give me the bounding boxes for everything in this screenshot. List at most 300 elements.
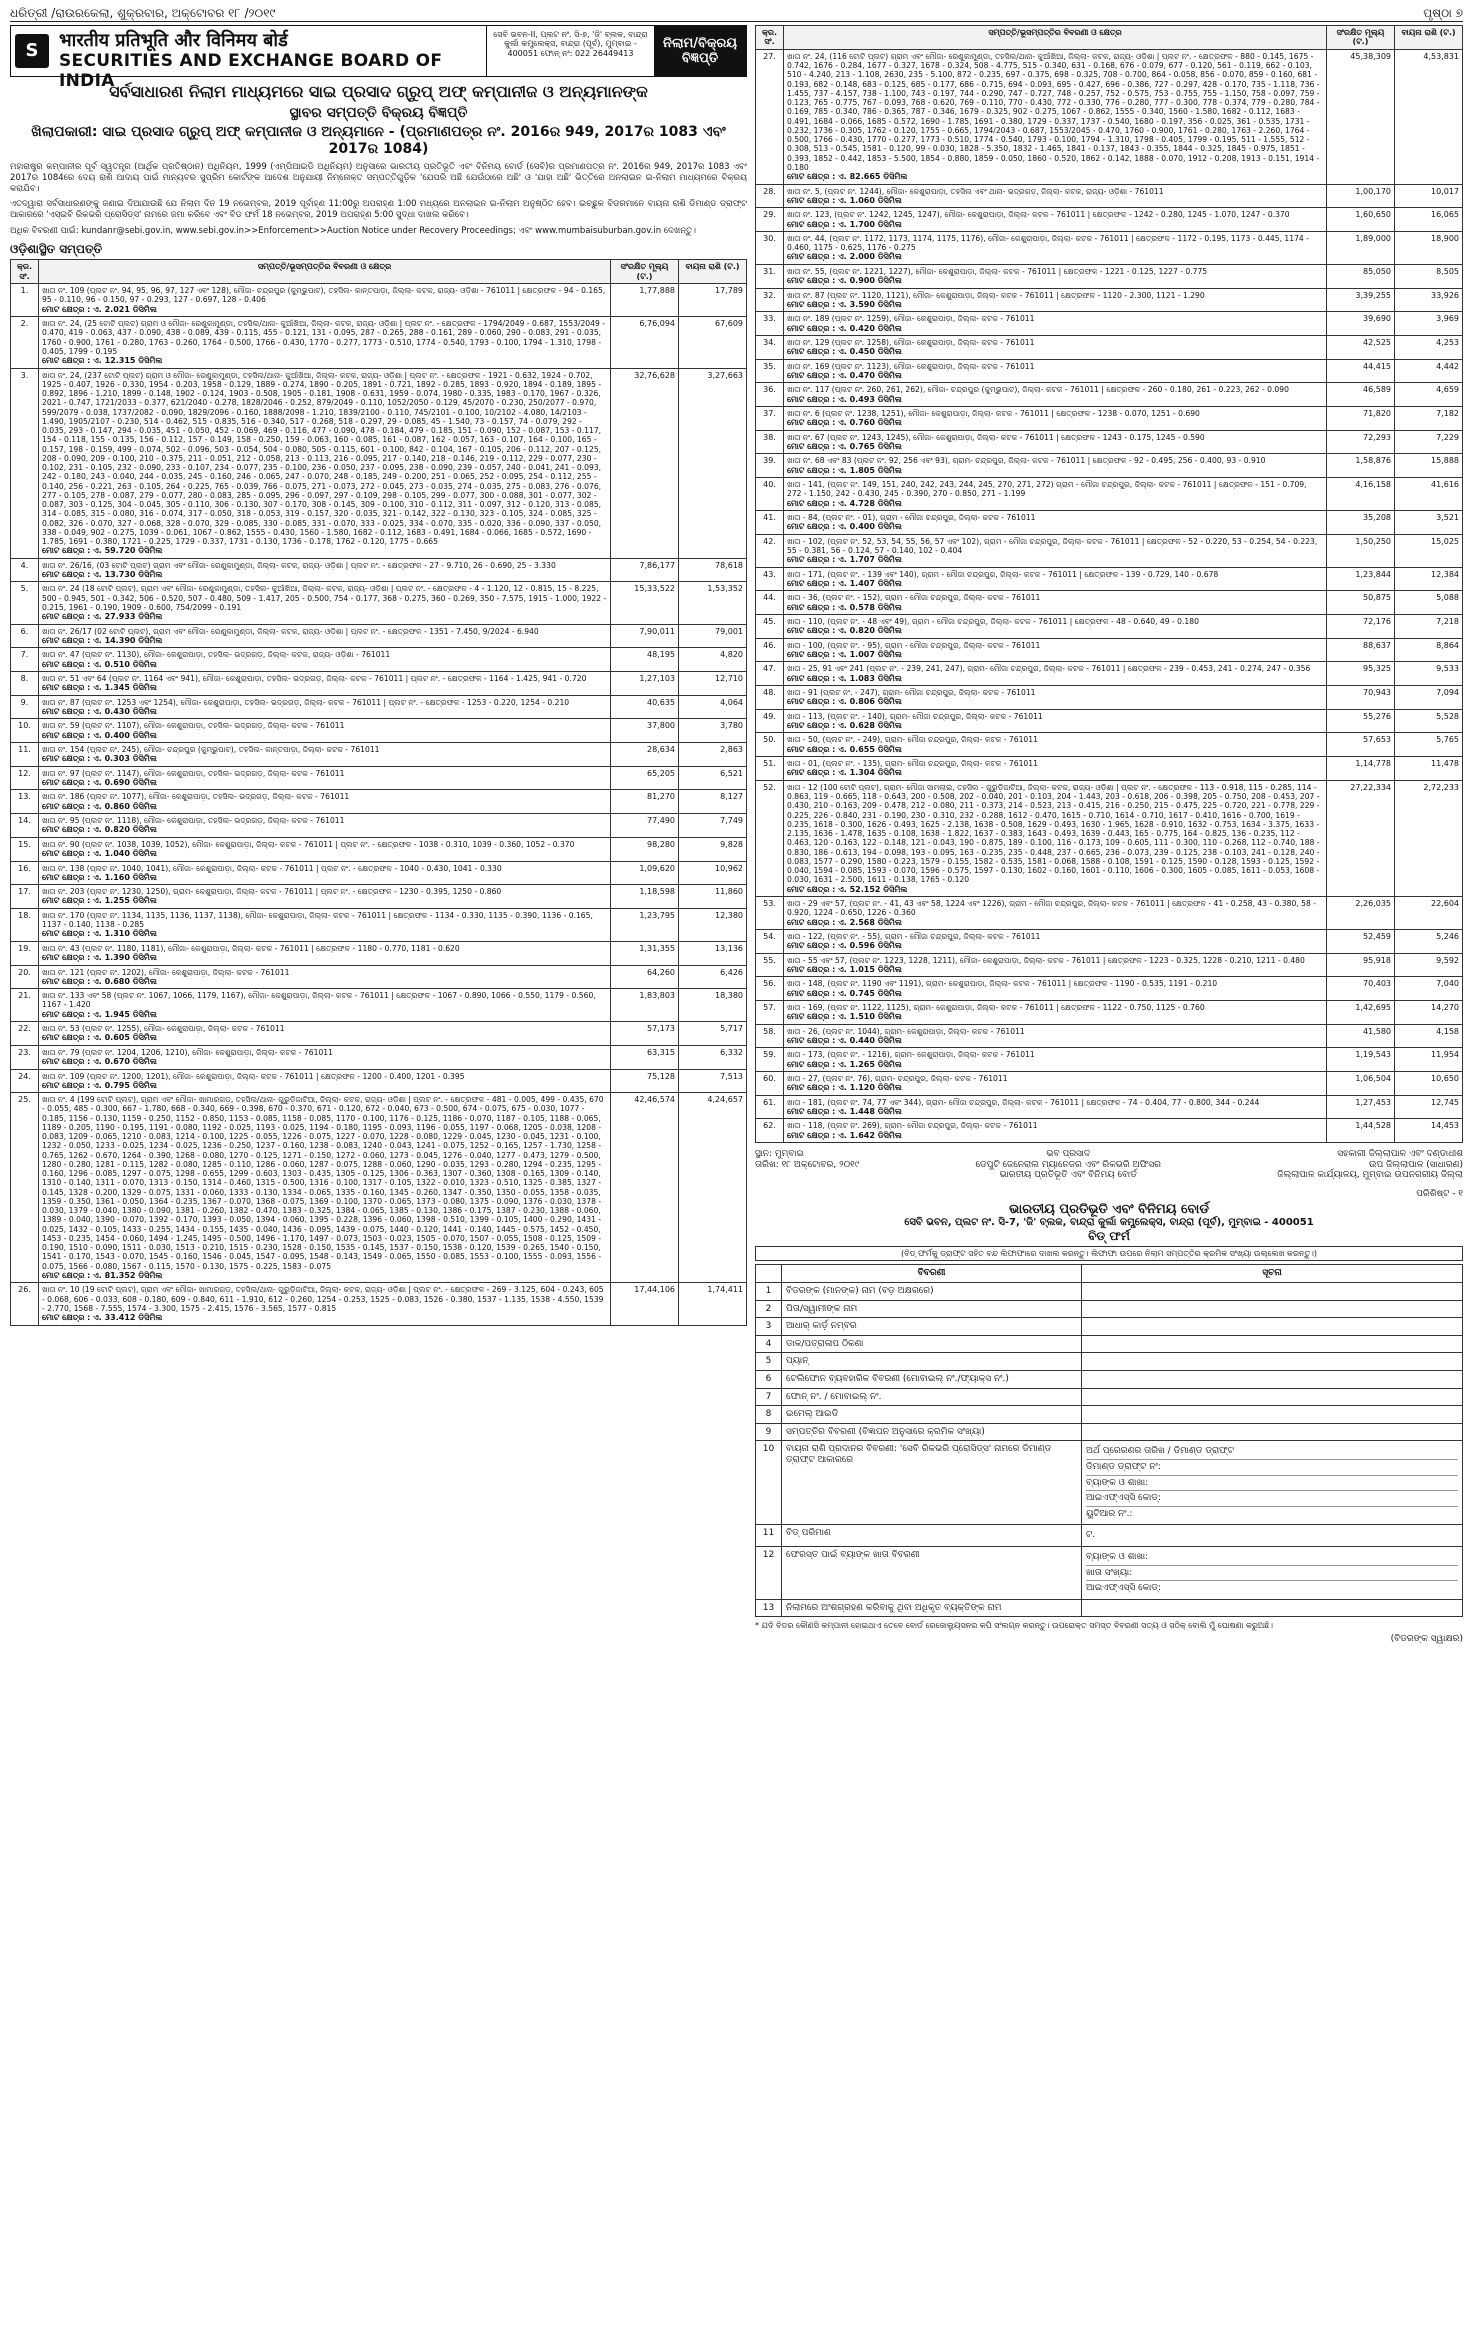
bid-field-input[interactable] — [1082, 1525, 1463, 1547]
bid-col-sn — [756, 1265, 782, 1283]
bid-form-table — [755, 1264, 1463, 1617]
notice-title: ସର୍ବସାଧାରଣ ନିଲାମ ମାଧ୍ୟମରେ ସାଇ ପ୍ରସାଦ ଗ୍ରୁପ୍ ଅଫ୍ କମ୍ପାନୀଜ ଓ ଅନ୍ୟମାନଙ୍କ — [109, 82, 648, 101]
bid-row-label: ନିଲାମରେ ଅଂଶଗ୍ରହଣ କରିବାକୁ ଥିବା ଅଧିକୃତ ବ୍ୟକ୍ତିଙ୍କ ନାମ — [782, 1599, 1082, 1617]
bid-subfield[interactable]: ଆଇଏଫ୍‌ଏସ୍‌ସି କୋଡ୍: — [1086, 1491, 1458, 1507]
total-area: ମୋଟ କ୍ଷେତ୍ର : ଏ. 0.680 ଡିସିମିଲ — [42, 976, 157, 986]
earnest-money: 10,650 — [1395, 1072, 1463, 1096]
earnest-money: 9,533 — [1395, 662, 1463, 686]
row-serial: 12. — [11, 766, 39, 790]
row-description — [784, 383, 1327, 407]
row-description — [784, 312, 1327, 336]
reserve-price: 1,19,543 — [1327, 1048, 1395, 1072]
row-description — [784, 929, 1327, 953]
table-row — [11, 908, 747, 941]
table-row — [756, 591, 1463, 615]
bid-subfield[interactable]: ଟ. — [1086, 1530, 1096, 1541]
row-description — [39, 989, 611, 1022]
left-table-body — [11, 284, 747, 1325]
total-area: ମୋଟ କ୍ଷେତ୍ର : ଏ. 0.806 ଡିସିମିଲ — [787, 697, 902, 707]
row-description — [784, 430, 1327, 454]
property-description: ଖାତା ନଂ. 189 (ପ୍ଲଟ ନଂ. 1259), ମୌଜା- କେଶୁରାପାଡ଼ା, ଜିଲ୍ଲା- କଟକ - 761011 — [787, 314, 1035, 324]
row-description — [39, 861, 611, 885]
row-description — [39, 965, 611, 989]
reserve-price: 72,293 — [1327, 430, 1395, 454]
row-serial: 53. — [756, 897, 784, 930]
reserve-price: 15,33,522 — [611, 582, 679, 624]
row-serial: 60. — [756, 1072, 784, 1096]
total-area: ମୋଟ କ୍ଷେତ୍ର : ଏ. 1.060 ଡିସିମିଲ — [787, 195, 902, 205]
bid-row-serial: 3 — [756, 1318, 782, 1336]
reserve-price: 50,875 — [1327, 591, 1395, 615]
table-row — [756, 1072, 1463, 1096]
row-description — [784, 1024, 1327, 1048]
table-row — [756, 1095, 1463, 1119]
row-serial: 40. — [756, 478, 784, 511]
earnest-money: 79,001 — [679, 624, 747, 648]
table-row — [756, 686, 1463, 710]
collector-office: ଜିଲ୍ଲାପାଳ କାର୍ଯ୍ୟାଳୟ, ମୁମ୍ବାଇ ଉପନଗରୀୟ ଜିଲ୍ଲା — [1277, 1170, 1463, 1181]
bid-subfield[interactable]: ଖାତା ସଂଖ୍ୟା: — [1086, 1566, 1458, 1582]
earnest-money: 8,864 — [1395, 638, 1463, 662]
reserve-price: 75,128 — [611, 1069, 679, 1093]
row-serial: 27. — [756, 49, 784, 184]
property-description: ଖାତା - 36, (ପ୍ଲଟ ନଂ. - 152), ଗ୍ରାମ - ମୌଜା ଚନ୍ଦ୍ରପୁର, ଜିଲ୍ଲା- କଟକ - 761011 — [787, 593, 1041, 603]
earnest-money: 2,72,233 — [1395, 780, 1463, 896]
reserve-price: 55,276 — [1327, 709, 1395, 733]
row-description — [39, 284, 611, 317]
earnest-money: 7,749 — [679, 814, 747, 838]
earnest-money: 11,860 — [679, 885, 747, 909]
reserve-price: 1,44,528 — [1327, 1119, 1395, 1143]
total-area: ମୋଟ କ୍ଷେତ୍ର : ଏ. 0.303 ଡିସିମିଲ — [42, 754, 157, 764]
bid-subfield[interactable]: ୟୁଟିଆର ନଂ.: — [1086, 1508, 1133, 1519]
row-serial: 26. — [11, 1283, 39, 1325]
reserve-price: 46,589 — [1327, 383, 1395, 407]
row-description — [784, 897, 1327, 930]
bid-form-row — [756, 1318, 1463, 1336]
notice-paragraph-1: ମହାରାଷ୍ଟ୍ର କମ୍ପାନୀର ପୂର୍ବ ସ୍ୱତନ୍ତ୍ର (ଆର୍ଥିକ ପ୍ରତିଷ୍ଠାନ) ଅଧିନିୟମ, 1999 (ଏମ୍‌ପିଆଇଡି ଅଧିନିୟମ) ଅନୁସାରେ ଭାରତୀୟ ପ୍ରତିଭୂତି ଏବଂ ବିନିମୟ ବୋର୍ଡ (ସେବି)ର ପ୍ରମାଣପତ୍ର ନଂ. 2016ର 949, 2017ର 1083 ଏବଂ 2017ର 1084ରେ ଦେୟ ରାଶି ଆଦାୟ ପାଇଁ ମାନ୍ୟବର ସୁପ୍ରିମ କୋର୍ଟଙ୍କ ଆଦେଶ ଅନୁଯାୟୀ ନିମ୍ନୋକ୍ତ ସମ୍ପତ୍ତିଗୁଡ଼ିକ 'ଯେପରି ଅଛି ଯେଉଁଠାରେ ଅଛି' ଓ 'ଯାହା ଅଛି' ଭିତ୍ତିରେ ଅନଲାଇନ ଇ-ନିଲାମ ମାଧ୍ୟମରେ ବିକ୍ରୟ କରାଯିବ। — [10, 162, 747, 194]
reserve-price: 3,39,255 — [1327, 288, 1395, 312]
total-area: ମୋଟ କ୍ଷେତ୍ର : ଏ. 0.578 ଡିସିମିଲ — [787, 602, 902, 612]
row-serial: 11. — [11, 743, 39, 767]
bid-field-input[interactable] — [1082, 1318, 1463, 1336]
row-serial: 33. — [756, 312, 784, 336]
table-row — [11, 582, 747, 624]
earnest-money: 6,332 — [679, 1045, 747, 1069]
property-description: ଖାତା - 171, (ପ୍ଲଟ ନଂ. - 139 ଏବଂ 140), ଗ୍ରାମ - ମୌଜା ଚନ୍ଦ୍ରପୁର, ଜିଲ୍ଲା- କଟକ - 761011 | କ୍ଷେତ୍ରଫଳ - 139 - 0.729, 140 - 0.678 — [787, 569, 1219, 579]
total-area: ମୋଟ କ୍ଷେତ୍ର : ଏ. 0.420 ଡିସିମିଲ — [787, 323, 902, 333]
bid-field-input[interactable] — [1082, 1388, 1463, 1406]
header-address: ସେବି ଭବନ-II, ପ୍ଲଟ ନଂ. ସି-୭, 'ଜି' ବ୍ଲକ, ବାନ୍ଦ୍ରା କୁର୍ଲା କମ୍ପ୍ଲେକ୍ସ, ବାନ୍ଦ୍ରା (ପୂର୍ବ), ମୁମ୍ବାଇ - 400051 ଫୋନ୍ ନଂ: 022 26449413 — [486, 26, 654, 76]
bid-row-label: ଡାକ/ପତ୍ରାଳାପ ଠିକଣା — [782, 1335, 1082, 1353]
notice-paragraph-3: ଅଧିକ ବିବରଣୀ ପାଇଁ: kundanr@sebi.gov.in, www.sebi.gov.in>>Enforcement>>Auction Notice under Recovery Proceedings; ଏବଂ www.mumbaisuburban.gov.in ଦେଖନ୍ତୁ। — [10, 225, 696, 236]
row-serial: 48. — [756, 686, 784, 710]
property-description: ଖାତା ନଂ. 121 (ପ୍ଲଟ ନଂ. 1202), ମୌଜା- କେଶୁରାପାଡ଼ା, ଜିଲ୍ଲା- କଟକ - 761011 — [42, 967, 290, 977]
total-area: ମୋଟ କ୍ଷେତ୍ର : ଏ. 4.728 ଡିସିମିଲ — [787, 498, 902, 508]
officer-org: ଭାରତୀୟ ପ୍ରତିଭୂତି ଏବଂ ବିନିମୟ ବୋର୍ଡ — [999, 1170, 1137, 1181]
row-serial: 32. — [756, 288, 784, 312]
row-serial: 14. — [11, 814, 39, 838]
earnest-money: 4,158 — [1395, 1024, 1463, 1048]
table-row — [11, 1283, 747, 1325]
bid-field-input[interactable] — [1082, 1300, 1463, 1318]
bid-row-serial: 7 — [756, 1388, 782, 1406]
earnest-money: 22,604 — [1395, 897, 1463, 930]
row-serial: 31. — [756, 264, 784, 288]
table-row — [11, 317, 747, 368]
signature-block — [755, 1149, 1463, 1181]
row-serial: 3. — [11, 368, 39, 558]
row-serial: 54. — [756, 929, 784, 953]
row-serial: 10. — [11, 719, 39, 743]
table-row — [756, 335, 1463, 359]
total-area: ମୋଟ କ୍ଷେତ୍ର : ଏ. 0.400 ଡିସିମିଲ — [42, 730, 157, 740]
row-description — [39, 766, 611, 790]
property-description: ଖାତା ନଂ. 24, (25 ଟୋଟି ପ୍ଲଟ) ଗ୍ରାମ ଓ ମୌଜା- ରେଣୁକାମୁଣ୍ଡା, ତହସିଲ/ଥାନା- କୁଆଁଖିଆ, ଜିଲ୍ଲା- କଟକ, ରାଜ୍ୟ- ଓଡ଼ିଶା | ପ୍ଲଟ ନଂ. - କ୍ଷେତ୍ରଫଳ - 1794/2049 - 0.687, 1553/2049 - 0.470, 419 - 0.063, 437 - 0.090, 438 - 0.089, 439 - 0.115, 455 - 0.121, 131 - 0.095, 287 - 0.265, 288 - 0.161, 289 - 0.060, 290 - 0.083, 291 - 0.035, 1760 - 0.900, 1761 - 0.280, 1763 - 0.260, 1764 - 0.500, 1766 - 0.430, 1770 - 0.277, 1773 - 0.510, 1774 - 0.540, 1793 - 0.100, 1794 - 1.310, 1798 - 0.405, 1799 - 0.195 — [42, 319, 605, 356]
reserve-price: 1,23,795 — [611, 908, 679, 941]
bid-form-row — [756, 1388, 1463, 1406]
notice-defaulter: ଖିଲାପକାରୀ: ସାଇ ପ୍ରସାଦ ଗ୍ରୁପ୍ ଅଫ୍ କମ୍ପାନୀଜ ଓ ଅନ୍ୟମାନେ - (ପ୍ରମାଣପତ୍ର ନଂ. 2016ର 949, 2017ର 1083 ଏବଂ 2017ର 1084) — [31, 124, 726, 157]
table-row — [756, 208, 1463, 232]
reserve-price: 37,800 — [611, 719, 679, 743]
earnest-money: 7,182 — [1395, 407, 1463, 431]
total-area: ମୋଟ କ୍ଷେତ୍ର : ଏ. 27.933 ଡିସିମିଲ — [42, 612, 163, 622]
earnest-money: 4,820 — [679, 648, 747, 672]
annexure-label: ପରିଶିଷ୍ଟ - ୧ — [1416, 1188, 1463, 1199]
total-area: ମୋଟ କ୍ଷେତ୍ର : ଏ. 52.152 ଡିସିମିଲ — [787, 884, 908, 894]
officer-designation: ଡେପୁଟି ଜେନେରାଲ ମ୍ୟାନେଜର ଏବଂ ରିକଭରି ଅଫିସର — [975, 1159, 1161, 1170]
table-row — [11, 719, 747, 743]
reserve-price: 27,22,334 — [1327, 780, 1395, 896]
total-area: ମୋଟ କ୍ଷେତ୍ର : ଏ. 14.390 ଡିସିମିଲ — [42, 635, 163, 645]
page-number: ପୃଷ୍ଠା ୭ — [1423, 6, 1463, 20]
bid-field-input[interactable] — [1082, 1599, 1463, 1617]
row-description — [784, 478, 1327, 511]
table-row — [756, 454, 1463, 478]
property-description: ଖାତା - 113, (ପ୍ଲଟ ନଂ. - 140), ଗ୍ରାମ- ମୌଜା ଚନ୍ଦ୍ରପୁର, ଜିଲ୍ଲା- କଟକ - 761011 — [787, 711, 1043, 721]
bid-field-input[interactable] — [1082, 1282, 1463, 1300]
property-description: ଖାତା ନଂ. 24, (116 ଟୋଟି ପ୍ଲଟ) ଗ୍ରାମ ଏବଂ ମୌଜା- ରେଣୁକାମୁଣ୍ଡା, ତହସିଲ/ଥାନା- କୁଆଁଖିଆ, ଜିଲ୍ଲା- କଟକ, ରାଜ୍ୟ- ଓଡ଼ିଶା | ପ୍ଲଟ ନଂ. - କ୍ଷେତ୍ରଫଳ - 880 - 0.145, 1675 - 0.742, 1676 - 0.284, 1677 - 0.327, 1678 - 0.324, 508 - 4.775, 515 - 0.340, 631 - 0.168, 676 - 0.079, 677 - 0.120, 561 - 0.119, 662 - 0.103, 510 - 4.240, 213 - 1.108, 2630, 235 - 5.100, 872 - 0.235, 697 - 0.375, 698 - 0.325, 708 - 0.700, 864 - 0.058, 856 - 0.070, 859 - 0.160, 681 - 0.193, 682 - 0.148, 683 - 0.125, 685 - 0.177, 686 - 0.715, 694 - 0.093, 695 - 0.427, 696 - 0.386, 727 - 0.297, 428 - 0.170, 735 - 1.118, 736 - 1.455, 737 - 4.157, 738 - 1.100, 743 - 0.197, 744 - 0.290, 747 - 0.727, 748 - 0.257, 752 - 0.575, 753 - 0.755, 755 - 1.150, 758 - 0.097, 759 - 0.123, 765 - 0.775, 767 - 0.093, 768 - 0.620, 769 - 0.110, 770 - 0.430, 772 - 0.330, 776 - 0.280, 777 - 0.300, 778 - 0.374, 779 - 0.280, 784 - 0.169, 785 - 0.340, 786 - 0.365, 787 - 0.346, 1679 - 0.325, 902 - 0.275, 1067 - 0.862, 1555 - 0.340, 1560 - 1.580, 1682 - 0.112, 1683 - 0.491, 1684 - 0.066, 1685 - 0.572, 1690 - 1.785, 1691 - 0.380, 1729 - 0.337, 1737 - 0.540, 1680 - 0.197, 356 - 0.025, 361 - 0.535, 1731 - 0.232, 1736 - 0.305, 1762 - 0.120, 1755 - 0.665, 1794/2043 - 0.687, 1553/2045 - 0.470, 1760 - 0.900, 1761 - 0.280, 1763 - 2.260, 1764 - 0.500, 1766 - 0.430, 1770 - 0.277, 1773 - 0.510, 1774 - 0.540, 1793 - 0.100, 1794 - 1.310, 1798 - 0.405, 1799 - 0.195, 511 - 1.555, 512 - 0.308, 513 - 0.545, 1581 - 0.120, 99 - 0.030, 1828 - 5.350, 1832 - 1.465, 1841 - 0.137, 1843 - 0.355, 1844 - 0.325, 1845 - 0.975, 1851 - 0.393, 1852 - 0.442, 1853 - 5.500, 1854 - 0.880, 1859 - 0.050, 1860 - 0.520, 1862 - 0.142, 1888 - 0.070, 1912 - 0.208, 1913 - 0.151, 1914 - 0.180 — [787, 51, 1320, 172]
table-row — [756, 312, 1463, 336]
reserve-price: 1,27,453 — [1327, 1095, 1395, 1119]
reserve-price: 98,280 — [611, 837, 679, 861]
property-description: ଖାତା - 29 ଏବଂ 57, (ପ୍ଲଟ ନଂ. - 41, 43 ଏବଂ 58, 1224 ଏବଂ 1226), ଗ୍ରାମ - ମୌଜା ଚନ୍ଦ୍ରପୁର, ଜିଲ୍ଲା- କଟକ - 761011 | କ୍ଷେତ୍ରଫଳ - 41 - 0.258, 43 - 0.380, 58 - 0.920, 1224 - 0.650, 1226 - 0.360 — [787, 899, 1316, 918]
bid-field-input[interactable] — [1082, 1370, 1463, 1388]
reserve-price: 7,86,177 — [611, 558, 679, 582]
property-description: ଖାତା ନଂ. 87 (ପ୍ଲଟ ନଂ. 1253 ଏବଂ 1254), ମୌଜା- କେଶୁରାପାଡ଼ା, ତହସିଲ- ଭଦ୍ରଗଡ଼, ଜିଲ୍ଲା- କଟକ - 761011 | ପ୍ଲଟ ନଂ. - କ୍ଷେତ୍ରଫଳ - 1253 - 0.220, 1254 - 0.210 — [42, 697, 570, 707]
property-description: ଖାତା - 12 (100 ଟୋଟି ପ୍ଲଟ), ଗ୍ରାମ- ମୌଜା ସାମଲାଇ, ତହସିଲ - ଗୁରୁଡ଼ିଜାଟିଆ, ଜିଲ୍ଲା- କଟକ, ରାଜ୍ୟ- ଓଡ଼ିଶା | ପ୍ଲଟ ନଂ. - କ୍ଷେତ୍ରଫଳ - 113 - 0.918, 115 - 0.285, 114 - 0.863, 119 - 0.665, 118 - 0.643, 200 - 0.508, 202 - 0.040, 201 - 0.103, 204 - 1.443, 203 - 0.618, 206 - 0.398, 205 - 0.750, 208 - 0.453, 207 - 0.430, 210 - 0.163, 209 - 0.478, 212 - 0.080, 211 - 0.373, 214 - 0.523, 213 - 0.415, 216 - 0.250, 215 - 0.475, 225 - 0.720, 221 - 0.778, 229 - 0.225, 226 - 0.840, 231 - 0.190, 230 - 0.310, 232 - 0.288, 1612 - 0.470, 1615 - 0.710, 1614 - 0.710, 1617 - 0.410, 1616 - 0.700, 1619 - 0.235, 1618 - 0.300, 1626 - 0.493, 1625 - 2.138, 1638 - 0.508, 1629 - 0.493, 1630 - 1.965, 1628 - 0.910, 1632 - 0.753, 1634 - 3.375, 1633 - 2.135, 1636 - 1.478, 1635 - 0.108, 1638 - 1.822, 1637 - 0.383, 1643 - 0.493, 1639 - 0.443, 165 - 0.775, 164 - 0.825, 136 - 0.235, 112 - 0.463, 120 - 0.163, 122 - 0.148, 121 - 0.043, 190 - 0.875, 189 - 0.100, 116 - 0.173, 109 - 0.605, 111 - 0.300, 110 - 0.268, 112 - 0.740, 188 - 0.830, 186 - 0.613, 194 - 0.098, 193 - 0.095, 163 - 0.235, 235 - 0.448, 237 - 0.665, 236 - 0.073, 239 - 0.125, 238 - 0.103, 241 - 0.128, 240 - 0.083, 1577 - 0.290, 1580 - 0.223, 1579 - 0.155, 1582 - 0.535, 1581 - 0.068, 1588 - 0.108, 1591 - 0.125, 1590 - 0.128, 1593 - 0.125, 1592 - 0.040, 1594 - 0.085, 1593 - 0.070, 1596 - 0.575, 1597 - 0.130, 1602 - 0.160, 1601 - 0.110, 1606 - 0.300, 1605 - 0.085, 1611 - 0.053, 1608 - 0.030, 1631 - 2.500, 1611 - 0.138, 1765 - 0.120 — [787, 782, 1320, 885]
reserve-price: 72,176 — [1327, 615, 1395, 639]
table-row — [756, 184, 1463, 208]
col-description: ସମ୍ପତ୍ତି/ଭୂସମ୍ପତ୍ତିର ବିବରଣୀ ଓ କ୍ଷେତ୍ର — [39, 260, 611, 284]
bid-form-row — [756, 1547, 1463, 1600]
table-header-row — [11, 260, 747, 284]
bid-row-serial: 8 — [756, 1406, 782, 1424]
collector-signature — [1277, 1149, 1463, 1181]
total-area: ମୋଟ କ୍ଷେତ୍ର : ଏ. 0.596 ଡିସିମିଲ — [787, 941, 902, 951]
property-description: ଖାତା - 122, (ପ୍ଲଟ ନଂ. - 55), ଗ୍ରାମ - ମୌଜା ଚନ୍ଦ୍ରପୁର, ଜିଲ୍ଲା- କଟକ - 761011 — [787, 931, 1041, 941]
reserve-price: 42,46,574 — [611, 1093, 679, 1283]
row-serial: 42. — [756, 534, 784, 567]
property-description: ଖାତା ନଂ. 51 ଏବଂ 64 (ପ୍ଲଟ ନଂ. 1164 ଏବଂ 941), ମୌଜା- କେଶୁରାପାଡ଼ା, ତହସିଲ- ଭଦ୍ରଗଡ଼, ଜିଲ୍ଲା- କଟକ - 761011 | ପ୍ଲଟ ନଂ. - କ୍ଷେତ୍ରଫଳ - 1164 - 1.425, 941 - 0.720 — [42, 674, 587, 684]
property-description: ଖାତା ନଂ. 109 (ପ୍ଲଟ ନଂ. 1200, 1201), ମୌଜା- କେଶୁରାପାଡ଼ା, ଜିଲ୍ଲା- କଟକ - 761011 | କ୍ଷେତ୍ରଫଳ - 1200 - 0.400, 1201 - 0.395 — [42, 1071, 465, 1081]
property-description: ଖାତା ନଂ. 133 ଏବଂ 58 (ପ୍ଲଟ ନଂ. 1067, 1066, 1179, 1167), ମୌଜା- କେଶୁରାପାଡ଼ା, ଜିଲ୍ଲା- କଟକ - 761011 | କ୍ଷେତ୍ରଫଳ - 1067 - 0.890, 1066 - 0.550, 1179 - 0.560, 1167 - 1.420 — [42, 991, 596, 1010]
table-header-row — [756, 26, 1463, 50]
earnest-money: 10,962 — [679, 861, 747, 885]
property-description: ଖାତା ନଂ. 117 (ପ୍ଲଟ ନଂ. 260, 261, 262), ମୌଜା- ଚନ୍ଦ୍ରପୁର (କୁମ୍ଭୁପାଟ), ଜିଲ୍ଲା- କଟକ - 761011 | କ୍ଷେତ୍ରଫଳ - 260 - 0.180, 261 - 0.223, 262 - 0.090 — [787, 385, 1289, 395]
table-row — [756, 534, 1463, 567]
table-row — [11, 885, 747, 909]
property-description: ଖାତା - 25, 91 ଏବଂ 241 (ପ୍ଲଟ ନଂ. - 239, 241, 247), ଗ୍ରାମ- ମୌଜା ଚନ୍ଦ୍ରପୁର, ଜିଲ୍ଲା- କଟକ - 761011 | କ୍ଷେତ୍ରଫଳ - 239 - 0.453, 241 - 0.274, 247 - 0.356 — [787, 664, 1311, 674]
row-description — [39, 624, 611, 648]
table-row — [11, 1093, 747, 1283]
earnest-money: 1,53,352 — [679, 582, 747, 624]
earnest-money: 17,789 — [679, 284, 747, 317]
total-area: ମୋଟ କ୍ଷେତ୍ର : ଏ. 12.315 ଡିସିମିଲ — [42, 356, 163, 366]
reserve-price: 32,76,628 — [611, 368, 679, 558]
sebi-logo-icon: S — [15, 34, 49, 68]
earnest-money: 3,27,663 — [679, 368, 747, 558]
row-description — [784, 1048, 1327, 1072]
table-row — [756, 929, 1463, 953]
earnest-money: 6,521 — [679, 766, 747, 790]
table-row — [11, 861, 747, 885]
earnest-money: 7,094 — [1395, 686, 1463, 710]
bid-form-row — [756, 1423, 1463, 1441]
table-row — [11, 695, 747, 719]
row-description — [784, 709, 1327, 733]
bid-field-input[interactable] — [1082, 1353, 1463, 1371]
earnest-money: 18,380 — [679, 989, 747, 1022]
bid-field-input[interactable] — [1082, 1423, 1463, 1441]
row-serial: 1. — [11, 284, 39, 317]
reserve-price: 45,38,309 — [1327, 49, 1395, 184]
row-serial: 44. — [756, 591, 784, 615]
earnest-money: 12,745 — [1395, 1095, 1463, 1119]
reserve-price: 1,14,778 — [1327, 757, 1395, 781]
row-description — [39, 368, 611, 558]
earnest-money: 5,528 — [1395, 709, 1463, 733]
total-area: ମୋଟ କ୍ଷେତ୍ର : ଏ. 0.900 ଡିସିମିଲ — [787, 276, 902, 286]
earnest-money: 4,442 — [1395, 359, 1463, 383]
bid-row-serial: 11 — [756, 1525, 782, 1547]
table-row — [756, 638, 1463, 662]
table-row — [11, 624, 747, 648]
bid-subfield[interactable]: ଡିମାଣ୍ଡ ଡ୍ରାଫ୍ଟ ନଂ: — [1086, 1460, 1458, 1476]
bid-subfield[interactable]: ବ୍ୟାଙ୍କ ଓ ଶାଖା: — [1086, 1550, 1458, 1566]
earnest-money: 2,863 — [679, 743, 747, 767]
table-row — [756, 359, 1463, 383]
row-serial: 4. — [11, 558, 39, 582]
property-description: ଖାତା ନଂ. 24, (237 ଟୋଟି ପ୍ଲଟ) ଗ୍ରାମ ଓ ମୌଜା- ରେଣୁକାମୁଣ୍ଡା, ତହସିଲ/ଥାନା- କୁଆଁଖିଆ, ଜିଲ୍ଲା- କଟକ, ରାଜ୍ୟ- ଓଡ଼ିଶା | ପ୍ଲଟ ନଂ. - କ୍ଷେତ୍ରଫଳ - 1921 - 0.632, 1924 - 0.702, 1925 - 0.407, 1926 - 0.330, 1954 - 0.203, 1958 - 0.129, 1889 - 0.274, 1890 - 0.205, 1891 - 0.721, 1892 - 0.285, 1893 - 0.920, 1894 - 0.189, 1895 - 0.892, 1896 - 1.210, 1899 - 0.148, 1902 - 0.124, 1903 - 0.508, 1905 - 0.181, 1908 - 0.631, 1959 - 0.074, 1980 - 0.335, 1983 - 0.170, 1967 - 0.326, 2021 - 0.747, 1721/2033 - 0.377, 621/2040 - 0.278, 1828/2046 - 0.252, 879/2049 - 0.110, 1052/2050 - 0.129, 45/2070 - 0.230, 250/2077 - 0.970, 599/2079 - 0.038, 1737/2082 - 0.090, 1829/2096 - 0.160, 1888/2098 - 1.210, 1839/2100 - 0.110, 745/2101 - 0.100, 10/2102 - 4.080, 14/2103 - 1.490, 1905/2107 - 0.230, 514 - 0.462, 515 - 0.835, 516 - 0.340, 517 - 0.268, 518 - 0.297, 29 - 0.085, 45 - 1.540, 73 - 0.157, 74 - 0.079, 292 - 0.035, 293 - 0.147, 294 - 0.035, 451 - 0.050, 452 - 0.069, 469 - 0.116, 477 - 0.090, 478 - 0.184, 479 - 0.185, 151 - 0.090, 152 - 0.087, 153 - 0.117, 154 - 0.118, 155 - 0.135, 156 - 0.112, 157 - 0.149, 158 - 0.250, 159 - 0.063, 160 - 0.085, 161 - 0.087, 162 - 0.057, 163 - 0.107, 164 - 0.100, 165 - 0.157, 198 - 0.159, 499 - 0.074, 502 - 0.096, 503 - 0.054, 504 - 0.080, 505 - 0.115, 601 - 0.100, 842 - 0.104, 167 - 0.105, 206 - 0.112, 207 - 0.125, 208 - 0.090, 209 - 0.100, 210 - 0.375, 211 - 0.051, 212 - 0.058, 213 - 0.113, 216 - 0.095, 217 - 0.140, 218 - 0.146, 219 - 0.112, 229 - 0.077, 230 - 0.102, 231 - 0.105, 232 - 0.090, 233 - 0.107, 234 - 0.077, 235 - 0.100, 236 - 0.050, 237 - 0.095, 238 - 0.090, 239 - 0.057, 240 - 0.041, 241 - 0.093, 242 - 0.180, 243 - 0.040, 244 - 0.035, 245 - 0.160, 246 - 0.065, 247 - 0.070, 248 - 0.185, 249 - 0.200, 251 - 0.065, 252 - 0.095, 254 - 0.112, 255 - 0.140, 256 - 0.221, 263 - 0.105, 264 - 0.225, 765 - 0.039, 766 - 0.075, 271 - 0.073, 272 - 0.045, 273 - 0.035, 274 - 0.035, 275 - 0.083, 276 - 0.076, 277 - 0.105, 278 - 0.087, 279 - 0.077, 280 - 0.083, 285 - 0.095, 296 - 0.097, 297 - 0.109, 298 - 0.105, 299 - 0.077, 300 - 0.088, 301 - 0.077, 302 - 0.087, 303 - 0.125, 304 - 0.045, 305 - 0.110, 306 - 0.130, 307 - 0.170, 308 - 0.145, 309 - 0.100, 310 - 0.112, 311 - 0.097, 312 - 0.120, 313 - 0.085, 314 - 0.085, 315 - 0.080, 316 - 0.074, 317 - 0.050, 318 - 0.053, 319 - 0.157, 320 - 0.035, 321 - 0.142, 322 - 0.130, 323 - 0.105, 324 - 0.085, 325 - 0.082, 326 - 0.070, 327 - 0.068, 328 - 0.070, 329 - 0.085, 330 - 0.085, 331 - 0.070, 333 - 0.025, 334 - 0.070, 335 - 0.020, 336 - 0.090, 337 - 0.050, 338 - 0.049, 902 - 0.275, 1039 - 0.061, 1067 - 0.862, 1555 - 0.430, 1560 - 1.580, 1682 - 0.112, 1683 - 0.491, 1684 - 0.066, 1685 - 0.572, 1690 - 1.785, 1691 - 0.380, 1721 - 0.225, 1729 - 0.337, 1731 - 0.130, 1736 - 0.178, 1762 - 0.120, 1775 - 0.665 — [42, 370, 602, 547]
collector-designation: ଉପ ଜିଲ୍ଲାପାଳ (ସାଧାରଣ) — [1369, 1159, 1463, 1170]
table-row — [11, 743, 747, 767]
row-serial: 20. — [11, 965, 39, 989]
reserve-price: 17,44,106 — [611, 1283, 679, 1325]
col-reserve-price: ସଂରକ୍ଷିତ ମୂଲ୍ୟ (ଟ.) — [611, 260, 679, 284]
property-table-right — [755, 25, 1463, 1143]
table-row — [756, 231, 1463, 264]
earnest-money: 4,064 — [679, 695, 747, 719]
property-description: ଖାତା ନଂ. 170 (ପ୍ଲଟ ନଂ. 1134, 1135, 1136, 1137, 1138), ମୌଜା- କେଶୁରାପାଡ଼ା, ଜିଲ୍ଲା- କଟକ - 761011 | କ୍ଷେତ୍ରଫଳ - 1134 - 0.330, 1135 - 0.390, 1136 - 0.165, 1137 - 0.140, 1138 - 0.285 — [42, 910, 593, 930]
bid-form-row — [756, 1300, 1463, 1318]
reserve-price: 1,27,103 — [611, 672, 679, 696]
reserve-price: 1,89,000 — [1327, 231, 1395, 264]
reserve-price: 48,195 — [611, 648, 679, 672]
total-area: ମୋଟ କ୍ଷେତ୍ର : ଏ. 0.470 ଡିସିମିଲ — [787, 370, 902, 380]
row-description — [784, 208, 1327, 232]
bid-subfield[interactable]: ଅର୍ଥ ପ୍ରେରଣର ତାରିଖ / ଡିମାଣ୍ଡ ଡ୍ରାଫ୍ଟ — [1086, 1444, 1458, 1460]
row-description — [784, 757, 1327, 781]
hindi-title: भारतीय प्रतिभूति और विनिमय बोर्ड — [59, 30, 288, 51]
bid-form-title: ବିଡ୍ ଫର୍ମ — [1088, 1228, 1130, 1243]
row-serial: 55. — [756, 953, 784, 977]
total-area: ମୋଟ କ୍ଷେତ୍ର : ଏ. 1.510 ଡିସିମିଲ — [787, 1012, 902, 1022]
row-description — [39, 885, 611, 909]
bid-row-serial: 6 — [756, 1370, 782, 1388]
row-serial: 59. — [756, 1048, 784, 1072]
col-emd: ବାୟନା ରାଶି (ଟ.) — [1395, 26, 1463, 50]
table-row — [756, 1024, 1463, 1048]
bid-form-row — [756, 1335, 1463, 1353]
reserve-price: 1,50,250 — [1327, 534, 1395, 567]
earnest-money: 78,618 — [679, 558, 747, 582]
officer-name: ଭବ ପ୍ରସାଦ — [1046, 1149, 1091, 1160]
property-table-left — [10, 259, 747, 1325]
total-area: ମୋଟ କ୍ଷେତ୍ର : ଏ. 1.390 ଡିସିମିଲ — [42, 953, 157, 963]
earnest-money: 3,969 — [1395, 312, 1463, 336]
property-description: ଖାତା ନଂ. 186 (ପ୍ଲଟ ନଂ. 1077), ମୌଜା- କେଶୁରାପାଡ଼ା, ତହସିଲ- ଭଦ୍ରଗଡ଼, ଜିଲ୍ଲା- କଟକ - 761011 — [42, 792, 350, 802]
notice-subtitle: ସ୍ଥାବର ସମ୍ପତ୍ତି ବିକ୍ରୟ ବିଜ୍ଞପ୍ତି — [289, 104, 468, 121]
earnest-money: 6,426 — [679, 965, 747, 989]
row-serial: 30. — [756, 231, 784, 264]
row-description — [39, 317, 611, 368]
total-area: ମୋଟ କ୍ଷେତ୍ର : ଏ. 1.255 ଡିସିମିଲ — [42, 896, 157, 906]
earnest-money: 7,513 — [679, 1069, 747, 1093]
masthead-line — [10, 6, 1463, 22]
property-description: ଖାତା - 148, (ପ୍ଲଟ ନଂ. 1190 ଏବଂ 1191), ଗ୍ରାମ- କେଶୁରାପାଡ଼ା, ଜିଲ୍ଲା- କଟକ - 761011 | କ୍ଷେତ୍ରଫଳ - 1190 - 0.535, 1191 - 0.210 — [787, 979, 1218, 989]
reserve-price: 28,634 — [611, 743, 679, 767]
total-area: ମୋଟ କ୍ଷେତ୍ର : ଏ. 13.730 ଡିସିମିଲ — [42, 570, 163, 580]
row-serial: 29. — [756, 208, 784, 232]
bid-header-row — [756, 1265, 1463, 1283]
bid-col-detail: ସୂଚନା — [1082, 1265, 1463, 1283]
row-serial: 6. — [11, 624, 39, 648]
col-description: ସମ୍ପତ୍ତି/ଭୂସମ୍ପତ୍ତିର ବିବରଣୀ ଓ କ୍ଷେତ୍ର — [784, 26, 1327, 50]
row-description — [784, 662, 1327, 686]
total-area: ମୋଟ କ୍ଷେତ୍ର : ଏ. 1.160 ଡିସିମିଲ — [42, 872, 157, 882]
row-description — [784, 1001, 1327, 1025]
row-serial: 22. — [11, 1022, 39, 1046]
row-description — [784, 511, 1327, 535]
row-serial: 7. — [11, 648, 39, 672]
row-serial: 34. — [756, 335, 784, 359]
earnest-money: 5,246 — [1395, 929, 1463, 953]
row-serial: 47. — [756, 662, 784, 686]
table-row — [11, 790, 747, 814]
earnest-money: 3,521 — [1395, 511, 1463, 535]
bid-field-input[interactable] — [1082, 1547, 1463, 1600]
row-serial: 24. — [11, 1069, 39, 1093]
bid-col-info: ବିବରଣୀ — [782, 1265, 1082, 1283]
row-serial: 61. — [756, 1095, 784, 1119]
col-serial: କ୍ର. ସଂ. — [756, 26, 784, 50]
row-description — [39, 695, 611, 719]
bid-form-row — [756, 1441, 1463, 1525]
bid-form-row — [756, 1599, 1463, 1617]
section-heading: ଓଡ଼ିଶାସ୍ଥିତ ସମ୍ପତ୍ତି — [10, 242, 103, 257]
total-area: ମୋଟ କ୍ଷେତ୍ର : ଏ. 1.040 ଡିସିମିଲ — [42, 849, 157, 859]
property-description: ଖାତା - 141, (ପ୍ଲଟ ନଂ. 149, 151, 240, 242, 243, 244, 245, 270, 271, 272) ଗ୍ରାମ - ମୌଜା ଚନ୍ଦ୍ରପୁର, ଜିଲ୍ଲା- କଟକ - 761011 | କ୍ଷେତ୍ରଫଳ - 151 - 0.709, 272 - 1.150, 242 - 0.430, 245 - 0.390, 270 - 0.850, 271 - 1.199 — [787, 480, 1307, 499]
notice-paragraph-2: ଏତଦ୍ୱାରା ସର୍ବସାଧାରଣଙ୍କୁ ଜଣାଇ ଦିଆଯାଉଛି ଯେ ନିଲାମ ଦିନ 19 ନଭେମ୍ବର, 2019 ପୂର୍ବାହ୍ଣ 11:00ରୁ ଅପରାହ୍ଣ 1:00 ମଧ୍ୟରେ ଅନଲାଇନ ଇ-ନିଲାମ ଅନୁଷ୍ଠିତ ହେବ। ଇଚ୍ଛୁକ ବିଡରମାନେ ବାୟନା ରାଶି ଡିମାଣ୍ଡ ଡ୍ରାଫ୍ଟ ଆକାରରେ 'ଏସ୍‌ଇବି ରିକଭରି ପ୍ରୋସିଡ୍‌ସ' ନାମରେ ଜମା କରିବେ ଏବଂ ବିଡ ଫର୍ମ 18 ନଭେମ୍ବର, 2019 ଅପରାହ୍ଣ 5:00 ସୁଦ୍ଧା ଦାଖଲ କରିବେ। — [10, 199, 747, 220]
property-description: ଖାତା ନଂ. 90 (ପ୍ଲଟ ନଂ. 1038, 1039, 1052), ମୌଜା- କେଶୁରାପାଡ଼ା, ଜିଲ୍ଲା- କଟକ - 761011 | ପ୍ଲଟ ନଂ. - କ୍ଷେତ୍ରଫଳ - 1038 - 0.310, 1039 - 0.360, 1052 - 0.370 — [42, 839, 575, 849]
total-area: ମୋଟ କ୍ଷେତ୍ର : ଏ. 0.655 ଡିସିମିଲ — [787, 744, 902, 754]
total-area: ମୋଟ କ୍ଷେତ୍ର : ଏ. 1.304 ଡିସିମିଲ — [787, 768, 902, 778]
table-row — [11, 1069, 747, 1093]
table-row — [756, 662, 1463, 686]
row-description — [39, 1022, 611, 1046]
table-row — [11, 1022, 747, 1046]
table-row — [756, 1119, 1463, 1143]
property-description: ଖାତା ନଂ. 95 (ପ୍ଲଟ ନଂ. 1118), ମୌଜା- କେଶୁରାପାଡ଼ା, ତହସିଲ- ଭଦ୍ରଗଡ଼, ଜିଲ୍ଲା- କଟକ - 761011 — [42, 816, 345, 826]
row-serial: 19. — [11, 941, 39, 965]
table-row — [756, 1001, 1463, 1025]
col-reserve-price: ସଂରକ୍ଷିତ ମୂଲ୍ୟ (ଟ.) — [1327, 26, 1395, 50]
total-area: ମୋଟ କ୍ଷେତ୍ର : ଏ. 0.605 ଡିସିମିଲ — [42, 1033, 157, 1043]
bid-subfield[interactable]: ବ୍ୟାଙ୍କ ଓ ଶାଖା: — [1086, 1476, 1458, 1492]
row-description — [784, 953, 1327, 977]
row-serial: 15. — [11, 837, 39, 861]
earnest-money: 12,380 — [679, 908, 747, 941]
row-serial: 23. — [11, 1045, 39, 1069]
total-area: ମୋଟ କ୍ଷେତ୍ର : ଏ. 1.407 ଡିସିମିଲ — [787, 578, 902, 588]
property-description: ଖାତା ନଂ. 109 (ପ୍ଲଟ ନଂ. 94, 95, 96, 97, 127 ଏବଂ 128), ମୌଜା- ଚନ୍ଦ୍ରପୁର (କୁମ୍ଭୁପାଟ), ତହସିଲ- କାନ୍ତପାଡ଼ା, ଜିଲ୍ଲା- କଟକ, ରାଜ୍ୟ- ଓଡ଼ିଶା - 761011 | କ୍ଷେତ୍ରଫଳ - 94 - 0.165, 95 - 0.110, 96 - 0.150, 97 - 0.293, 127 - 0.697, 128 - 0.406 — [42, 286, 606, 305]
row-description — [784, 1095, 1327, 1119]
row-serial: 9. — [11, 695, 39, 719]
property-description: ଖାତା ନଂ. 169 (ପ୍ଲଟ ନଂ. 1123), ମୌଜା- କେଶୁରାପାଡ଼ା, ଜିଲ୍ଲା- କଟକ - 761011 — [787, 361, 1035, 371]
row-description — [784, 288, 1327, 312]
bid-field-input[interactable] — [1082, 1406, 1463, 1424]
bid-field-input[interactable] — [1082, 1441, 1463, 1525]
reserve-price: 1,23,844 — [1327, 567, 1395, 591]
row-description — [784, 638, 1327, 662]
table-row — [11, 284, 747, 317]
row-serial: 56. — [756, 977, 784, 1001]
reserve-price: 1,58,876 — [1327, 454, 1395, 478]
property-description: ଖାତା - 100, (ପ୍ଲଟ ନଂ. - 95), ଗ୍ରାମ - ମୌଜା ଚନ୍ଦ୍ରପୁର, ଜିଲ୍ଲା- କଟକ - 761011 — [787, 640, 1041, 650]
bid-subfield[interactable]: ଆଇଏଫ୍‌ଏସ୍‌ସି କୋଡ୍: — [1086, 1583, 1162, 1594]
property-description: ଖାତା - 01, (ପ୍ଲଟ ନଂ. - 135), ଗ୍ରାମ- ମୌଜା ଚନ୍ଦ୍ରପୁର, ଜିଲ୍ଲା- କଟକ - 761011 — [787, 759, 1038, 769]
reserve-price: 52,459 — [1327, 929, 1395, 953]
property-description: ଖାତା - 50, (ପ୍ଲଟ ନଂ. - 249), ଗ୍ରାମ- ମୌଜା ଚନ୍ଦ୍ରପୁର, ଜିଲ୍ଲା- କଟକ - 761011 — [787, 735, 1038, 745]
property-description: ଖାତା - 110, (ପ୍ଲଟ ନଂ. - 48 ଏବଂ 49), ଗ୍ରାମ - ମୌଜା ଚନ୍ଦ୍ରପୁର, ଜିଲ୍ଲା- କଟକ - 761011 | କ୍ଷେତ୍ରଫଳ - 48 - 0.640, 49 - 0.180 — [787, 617, 1199, 626]
total-area: ମୋଟ କ୍ଷେତ୍ର : ଏ. 2.000 ଡିସିମିଲ — [787, 252, 902, 262]
property-description: ଖାତା ନଂ. 44, (ପ୍ଲଟ ନଂ. 1172, 1173, 1174, 1175, 1176), ମୌଜା- କେଶୁରାପାଡ଼ା, ଜିଲ୍ଲା- କଟକ - 761011 | କ୍ଷେତ୍ରଫଳ - 1172 - 0.195, 1173 - 0.445, 1174 - 0.460, 1175 - 0.625, 1176 - 0.275 — [787, 233, 1309, 253]
table-row — [756, 49, 1463, 184]
sebi-logo — [11, 26, 53, 76]
table-row — [11, 766, 747, 790]
bid-form-note: (ବିଡ୍ ଫର୍ମକୁ ଡ୍ରାଫ୍ଟ ସହିତ ବନ୍ଦ ଲିଫାଫାରେ ଦାଖଲ କରନ୍ତୁ। ଲିଫାଫା ଉପରେ ନିଲାମ ସମ୍ପତ୍ତିର କ୍ରମିକ ସଂଖ୍ୟା ଉଲ୍ଲେଖ କରନ୍ତୁ।) — [755, 1246, 1463, 1261]
reserve-price: 77,490 — [611, 814, 679, 838]
total-area: ମୋଟ କ୍ଷେତ୍ର : ଏ. 0.690 ଡିସିମିଲ — [42, 778, 157, 788]
bid-form-row — [756, 1525, 1463, 1547]
total-area: ମୋଟ କ୍ଷେତ୍ର : ଏ. 2.568 ଡିସିମିଲ — [787, 917, 902, 927]
total-area: ମୋଟ କ୍ଷେତ୍ର : ଏ. 1.448 ଡିସିମିଲ — [787, 1107, 902, 1116]
reserve-price: 6,76,094 — [611, 317, 679, 368]
bid-field-input[interactable] — [1082, 1335, 1463, 1353]
total-area: ମୋଟ କ୍ଷେତ୍ର : ଏ. 0.745 ଡିସିମିଲ — [787, 988, 902, 998]
earnest-money: 33,926 — [1395, 288, 1463, 312]
